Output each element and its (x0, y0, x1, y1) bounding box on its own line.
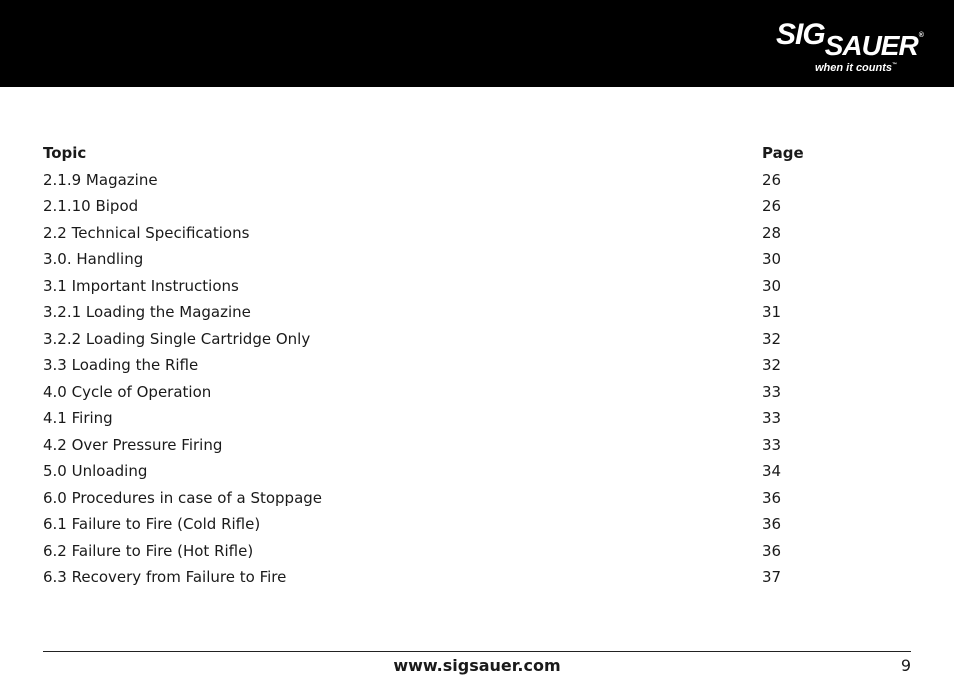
toc-topic: 3.1 Important Instructions (43, 276, 239, 295)
toc-page-header: Page (762, 144, 804, 162)
toc-topic: 2.2 Technical Specifications (43, 223, 250, 242)
toc-topic: 6.2 Failure to Fire (Hot Rifle) (43, 541, 254, 560)
toc-row (43, 193, 823, 220)
toc-page: 30 (762, 276, 782, 295)
toc-header-row (43, 140, 823, 167)
toc-topic: 3.2.1 Loading the Magazine (43, 303, 251, 321)
footer-website-url: www.sigsauer.com (393, 656, 561, 675)
toc-row (43, 326, 823, 353)
table-of-contents (43, 140, 823, 591)
toc-page: 36 (762, 488, 782, 507)
toc-row (43, 511, 823, 538)
toc-topic: 2.1.10 Bipod (43, 197, 139, 215)
toc-page: 37 (762, 568, 782, 586)
toc-topic: 3.2.2 Loading Single Cartridge Only (43, 329, 311, 348)
footer-page-number: 9 (900, 656, 911, 675)
toc-topic: 4.1 Firing (43, 409, 113, 427)
toc-row (43, 564, 823, 591)
logo-sauer-text: SAUER (824, 30, 918, 61)
logo-tagline (815, 62, 897, 74)
toc-page: 30 (762, 250, 782, 268)
toc-row (43, 220, 823, 247)
page-header-bar (0, 0, 954, 87)
toc-row (43, 273, 823, 300)
toc-row (43, 246, 823, 273)
logo-sig-text: SIG (776, 18, 825, 51)
toc-row (43, 458, 823, 485)
logo-trademark: ™ (892, 62, 897, 68)
toc-topic: 3.0. Handling (43, 250, 144, 268)
toc-page: 36 (762, 515, 782, 533)
footer-divider (43, 651, 911, 652)
logo-tagline-text: when it counts (815, 62, 892, 74)
toc-row (43, 405, 823, 432)
toc-topic: 2.1.9 Magazine (43, 170, 158, 189)
toc-page: 32 (762, 329, 782, 348)
sig-sauer-logo (776, 18, 924, 78)
toc-topic: 3.3 Loading the Rifle (43, 356, 199, 374)
toc-page: 34 (762, 462, 782, 480)
toc-row (43, 379, 823, 406)
toc-page: 26 (762, 170, 782, 189)
toc-page: 36 (762, 541, 782, 560)
toc-topic: 6.3 Recovery from Failure to Fire (43, 568, 287, 586)
logo-registered-mark: ® (918, 32, 924, 39)
toc-topic-header: Topic (43, 144, 87, 162)
toc-page: 32 (762, 356, 782, 374)
toc-topic: 4.2 Over Pressure Firing (43, 435, 223, 454)
toc-row (43, 167, 823, 194)
toc-rows (43, 167, 823, 591)
toc-page: 33 (762, 409, 782, 427)
toc-page: 33 (762, 435, 782, 454)
toc-topic: 6.1 Failure to Fire (Cold Rifle) (43, 515, 261, 533)
toc-row (43, 432, 823, 459)
toc-row (43, 538, 823, 565)
toc-row (43, 485, 823, 512)
toc-topic: 4.0 Cycle of Operation (43, 382, 212, 401)
toc-row (43, 299, 823, 326)
toc-page: 26 (762, 197, 782, 215)
toc-page: 28 (762, 223, 782, 242)
toc-page: 33 (762, 382, 782, 401)
toc-topic: 5.0 Unloading (43, 462, 148, 480)
toc-row (43, 352, 823, 379)
toc-topic: 6.0 Procedures in case of a Stoppage (43, 488, 323, 507)
toc-page: 31 (762, 303, 782, 321)
logo-wordmark (776, 18, 924, 61)
